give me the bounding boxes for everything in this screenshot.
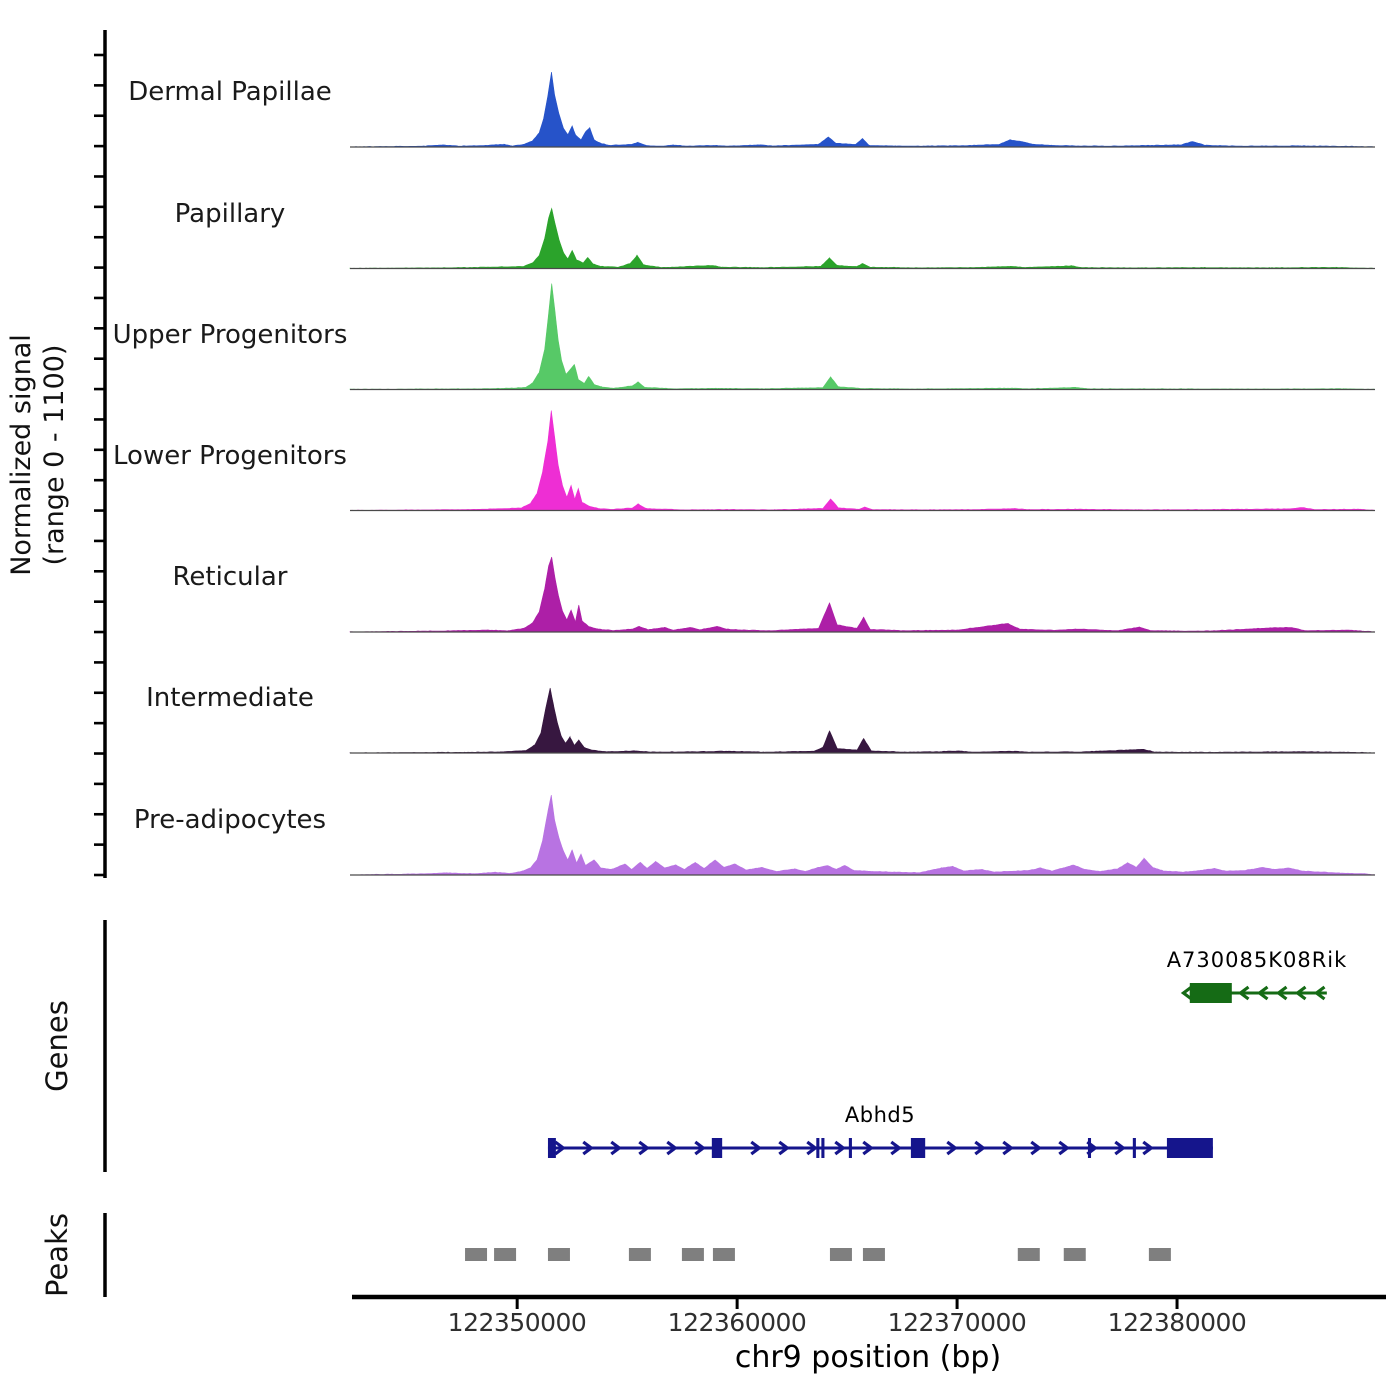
track-label-intermediate: Intermediate <box>146 683 314 713</box>
x-tick-label-122360000: 122360000 <box>667 1308 807 1337</box>
track-label-reticular: Reticular <box>172 562 288 592</box>
y-axis-signal <box>94 30 105 878</box>
peaks-track <box>465 1248 1171 1261</box>
x-tick-label-122370000: 122370000 <box>887 1308 1027 1337</box>
track-label-upper-progenitors: Upper Progenitors <box>112 320 348 350</box>
peaks-section-label: Peaks <box>40 1213 74 1297</box>
x-tick-label-122350000: 122350000 <box>447 1308 587 1337</box>
genes-section-label: Genes <box>40 1000 74 1092</box>
signal-track-upper-progenitors <box>350 284 1375 390</box>
signal-track-reticular <box>350 557 1375 632</box>
track-label-lower-progenitors: Lower Progenitors <box>113 441 347 471</box>
x-axis-title: chr9 position (bp) <box>734 1340 1002 1375</box>
track-label-dermal-papillae: Dermal Papillae <box>128 77 332 107</box>
track-label-pre-adipocytes: Pre-adipocytes <box>133 805 327 835</box>
x-tick-label-122380000: 122380000 <box>1107 1308 1247 1337</box>
track-label-papillary: Papillary <box>174 199 286 229</box>
y-axis-label <box>5 334 71 576</box>
gene-abhd5 <box>548 1138 1213 1158</box>
signal-track-pre-adipocytes <box>350 795 1375 875</box>
signal-track-papillary <box>350 209 1375 269</box>
signal-track-lower-progenitors <box>350 411 1375 511</box>
y-axis-label-line1: Normalized signal <box>6 334 37 576</box>
signal-track-intermediate <box>350 688 1375 753</box>
gene-label-abhd5: Abhd5 <box>844 1103 916 1127</box>
signal-track-dermal-papillae <box>350 72 1375 147</box>
gene-a730085k08rik <box>1183 983 1326 1003</box>
y-axis-label-line2: (range 0 - 1100) <box>39 344 70 566</box>
gene-label-a730085k08rik: A730085K08Rik <box>1166 948 1348 972</box>
